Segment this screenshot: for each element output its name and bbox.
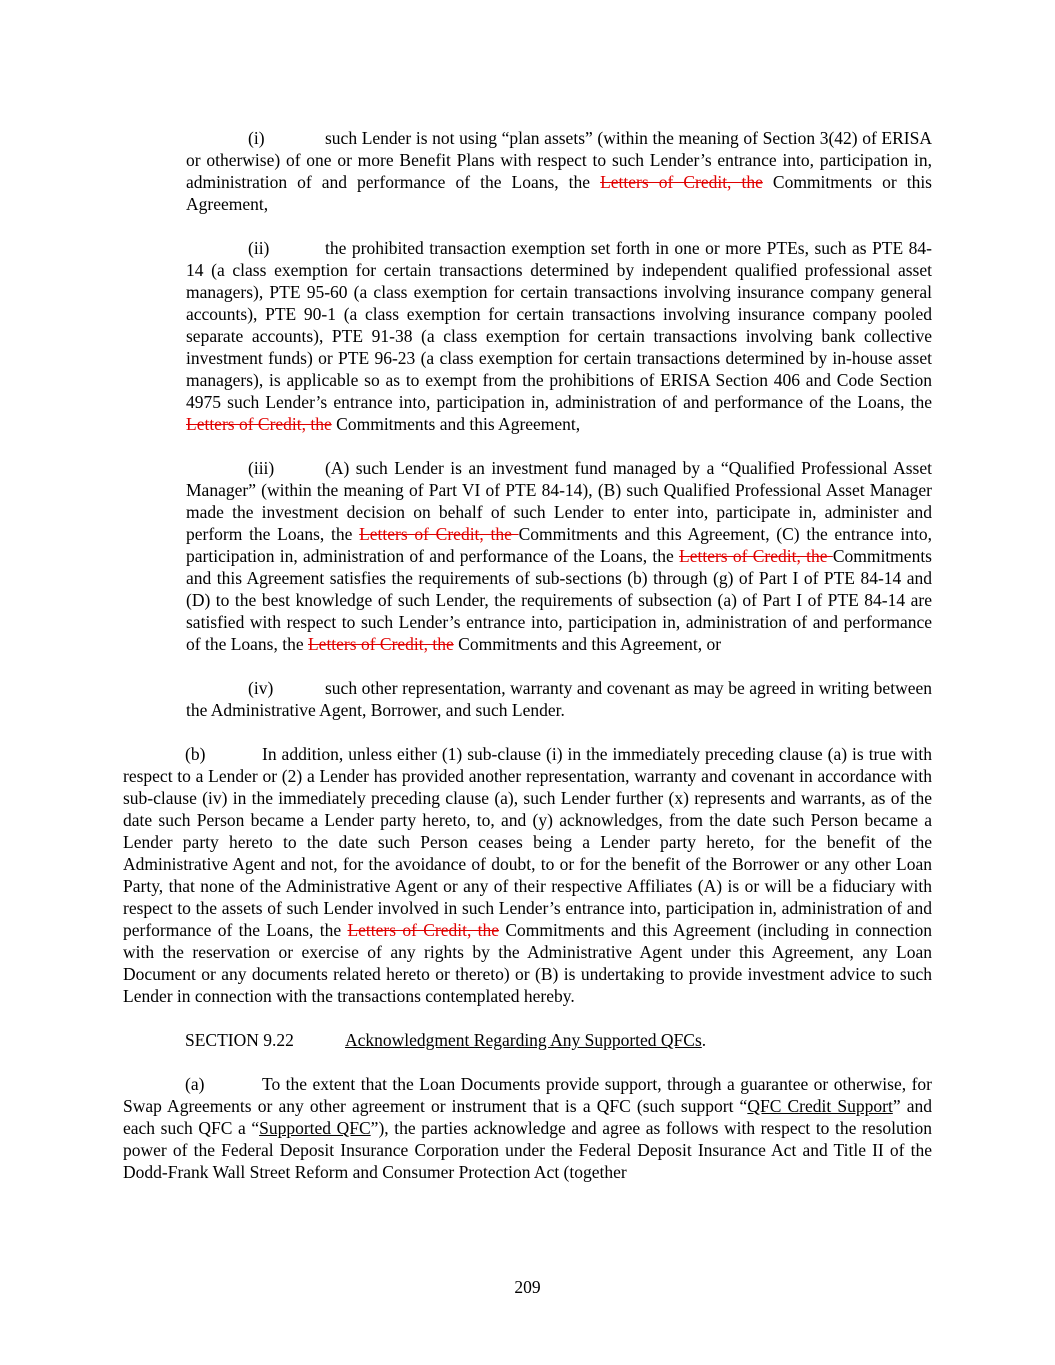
text-run: such other representation, warranty and covenant as may be agreed in writing between the Administrative Agent, Borrower, and such Lender. (186, 678, 932, 720)
paragraph-label: (iii) (248, 458, 275, 478)
deleted-text: Letters of Credit, the (307, 634, 454, 654)
section-9-22-heading (123, 1029, 932, 1051)
paragraph-label: SECTION 9.22 (185, 1030, 294, 1050)
deleted-text: Letters of Credit, the (679, 546, 833, 566)
paragraph-label: (a) (185, 1074, 205, 1094)
clause-a-9-22 (123, 1073, 932, 1183)
text-run: Commitments and this Agreement satisfies the requirements of sub-sections (b) through (g) of Part I of PTE 84-14 and (D) to the best knowledge of such Lender, the requirements of subsection (a) of Part I of PTE 84-14 are satisfied with respect to such Lender’s entrance into, participation in, administration of and performance of the Loans, the (186, 546, 932, 654)
text-run: Commitments and this Agreement (including in connection with the reservation or exercise of any rights by the Administrative Agent under this Agreement, any Loan Document or any documents related hereto or thereto) or (B) is undertaking to provide investment advice to such Lender in connection with the transactions contemplated hereby. (123, 920, 932, 1006)
clause-i (186, 127, 932, 215)
text-run: In addition, unless either (1) sub-clause (i) in the immediately preceding clause (a) is true with respect to a Lender or (2) a Lender has provided another representation, warranty and covenant in accordance with sub-clause (iv) in the immediately preceding clause (a), such Lender further (x) represents and warrants, as of the date such Person became a Lender party hereto, to, and (y) acknowledges, from the date such Person became a Lender party hereto to the date such Person ceases being a Lender party hereto, for the benefit of the Administrative Agent and not, for the avoidance of doubt, to or for the benefit of the Borrower or any other Loan Party, that none of the Administrative Agent or any of their respective Affiliates (A) is or will be a fiduciary with respect to the assets of such Lender involved in such Lender’s entrance into, participation in, administration of and performance of the Loans, the (123, 744, 932, 940)
deleted-text: Letters of Credit, the (347, 920, 500, 940)
paragraph-label: (i) (248, 128, 265, 148)
text-run: Commitments and this Agreement, (331, 414, 581, 434)
underlined-term: QFC Credit Support (747, 1096, 893, 1116)
text-run: Commitments or this Agreement, (186, 172, 932, 214)
clause-iii (186, 457, 932, 655)
text-run: To the extent that the Loan Documents provide support, through a guarantee or otherwise, for Swap Agreements or any other agreement or instrument that is a QFC (such support “ (123, 1074, 932, 1116)
paragraph-label: (ii) (248, 238, 270, 258)
text-run: such Lender is not using “plan assets” (within the meaning of Section 3(42) of ERISA or otherwise) of one or more Benefit Plans with respect to such Lender’s entrance into, participation in, administration of and performance of the Loans, the (186, 128, 932, 192)
text-run: ”), the parties acknowledge and agree as follows with respect to the resolution power of the Federal Deposit Insurance Corporation under the Federal Deposit Insurance Act and Title II of the Dodd-Frank Wall Street Reform and Consumer Protection Act (together (123, 1118, 932, 1182)
text-run: (A) such Lender is an investment fund managed by a “Qualified Professional Asset Manager” (within the meaning of Part VI of PTE 84-14), (B) such Qualified Professional Asset Manager made the investment decision on behalf of such Lender to enter into, participate in, administer and perform the Loans, the (186, 458, 932, 544)
paragraph-label: (b) (185, 744, 206, 764)
text-run: . (701, 1030, 707, 1050)
clause-b (123, 743, 932, 1007)
deleted-text: Letters of Credit, the (600, 172, 763, 192)
text-run: ” and each such QFC a “ (123, 1096, 932, 1138)
clause-iv (186, 677, 932, 721)
text-run: Commitments and this Agreement, or (453, 634, 722, 654)
document-content (123, 127, 932, 1183)
underlined-term: Supported QFC (259, 1118, 371, 1138)
deleted-text: Letters of Credit, the (359, 524, 519, 544)
page-number: 209 (514, 1277, 541, 1297)
text-run: Commitments and this Agreement, (C) the entrance into, participation in, administration of and performance of the Loans, the (186, 524, 932, 566)
underlined-term: Acknowledgment Regarding Any Supported QFCs (345, 1030, 702, 1050)
clause-ii (186, 237, 932, 435)
deleted-text: Letters of Credit, the (186, 414, 332, 434)
paragraph-label: (iv) (248, 678, 274, 698)
text-run: the prohibited transaction exemption set forth in one or more PTEs, such as PTE 84-14 (a class exemption for certain transactions determined by independent qualified professional asset managers), PTE 95-60 (a class exemption for certain transactions involving insurance company general accounts), PTE 90-1 (a class exemption for certain transactions involving insurance company pooled separate accounts), PTE 91-38 (a class exemption for certain transactions involving bank collective investment funds) or PTE 96-23 (a class exemption for certain transactions determined by in-house asset managers), is applicable so as to exempt from the prohibitions of ERISA Section 406 and Code Section 4975 such Lender’s entrance into, participation in, administration of and performance of the Loans, the (186, 238, 932, 412)
